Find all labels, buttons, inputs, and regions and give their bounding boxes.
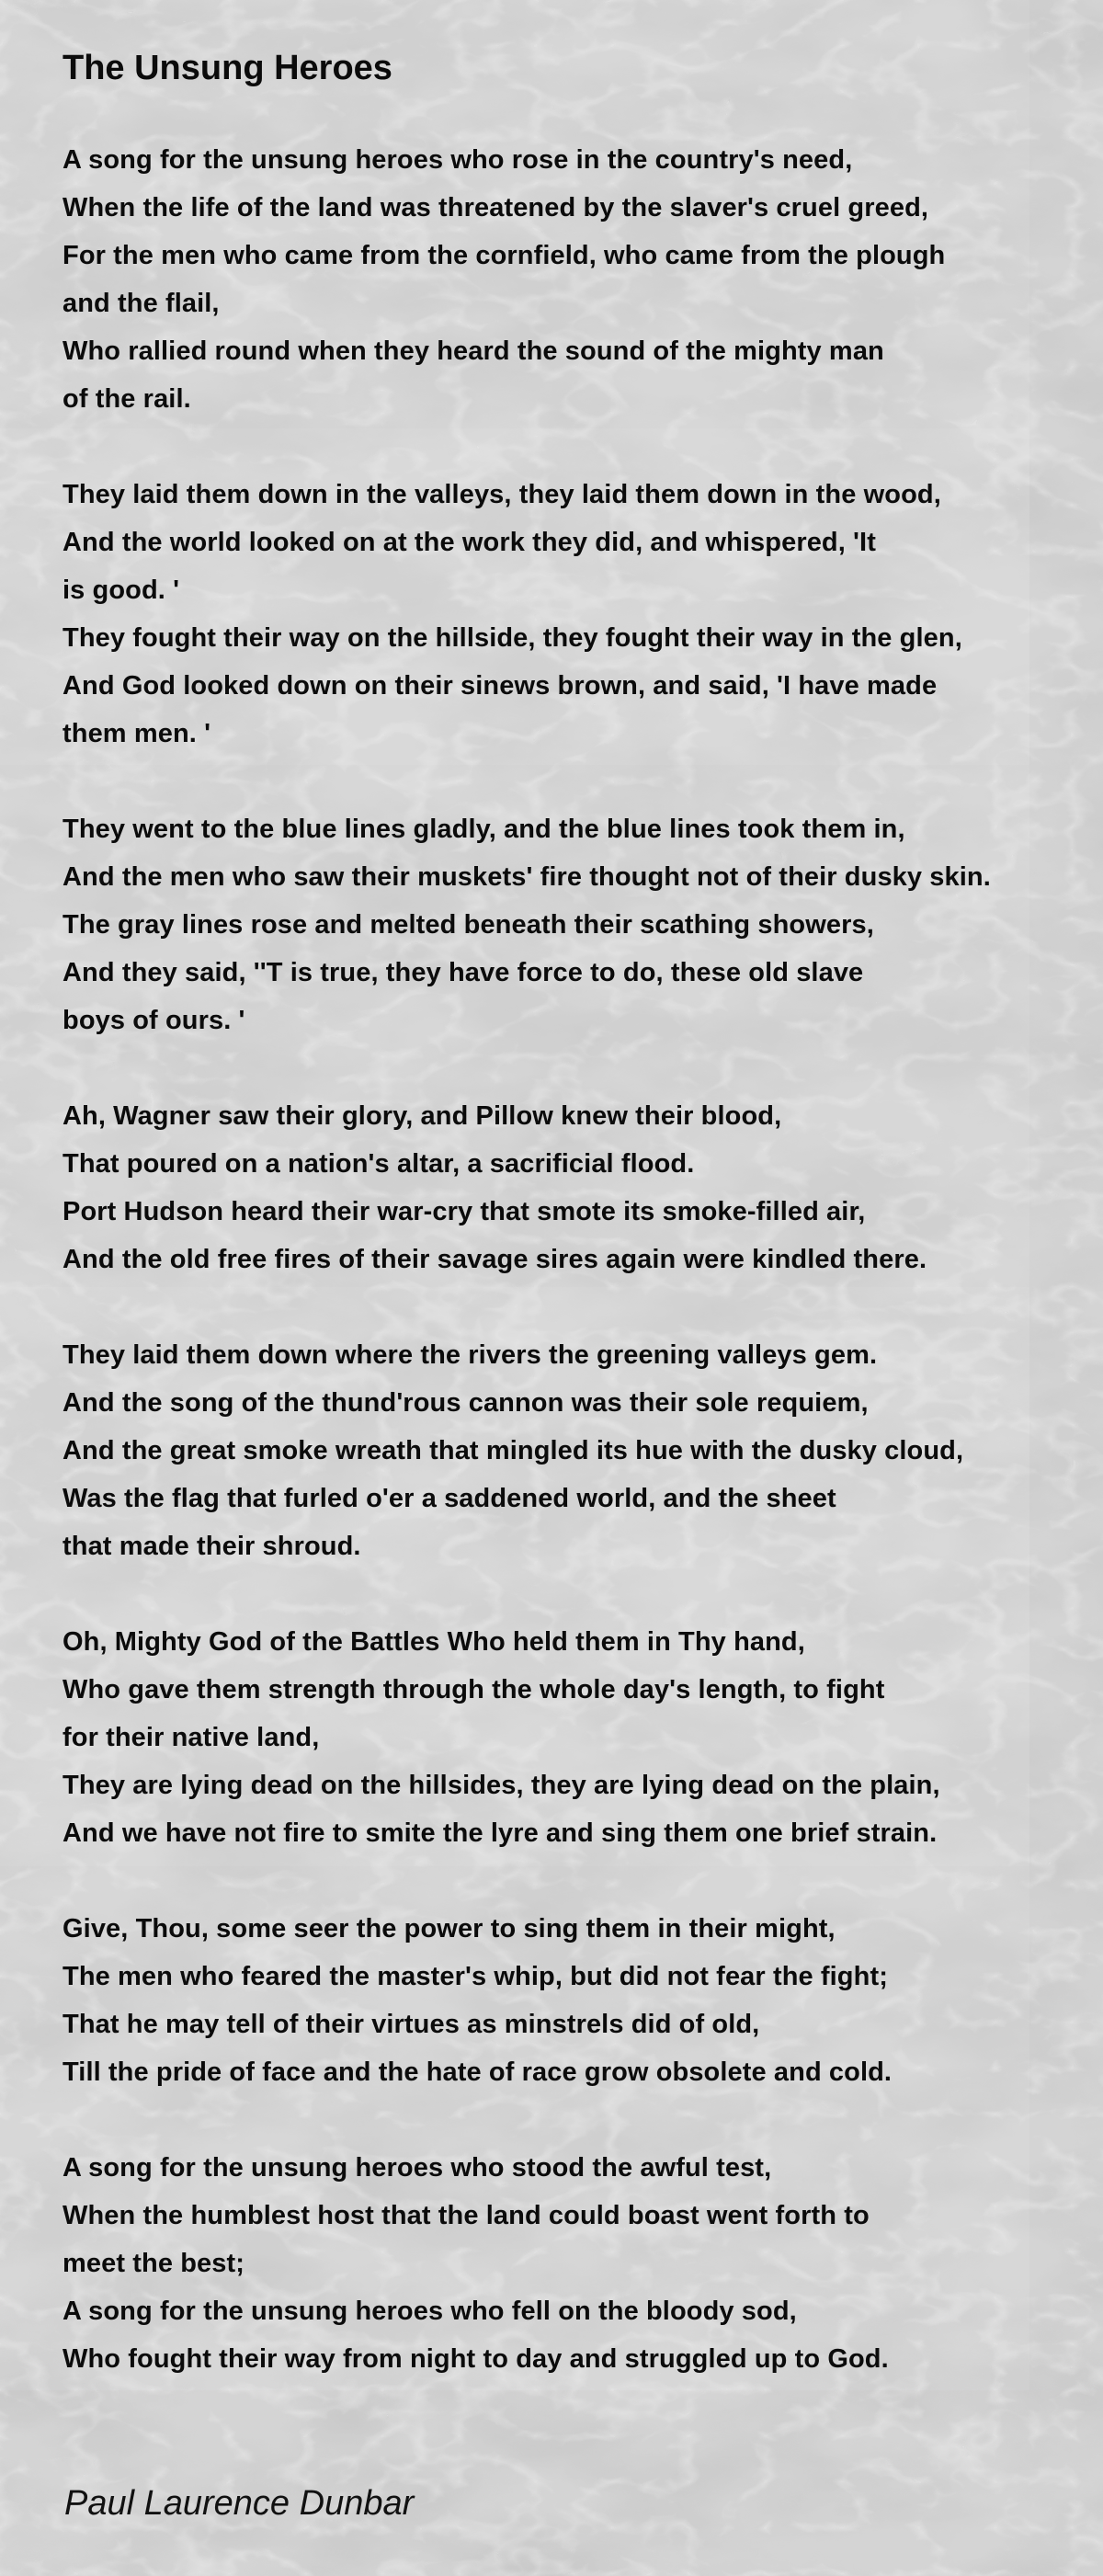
poem-line: A song for the unsung heroes who fell on the bloody sod, xyxy=(63,2297,797,2326)
poem-line: And the world looked on at the work they did, and whispered, 'It xyxy=(63,528,876,557)
poem-line: And the old free fires of their savage sires again were kindled there. xyxy=(63,1245,927,1274)
poem-title: The Unsung Heroes xyxy=(63,49,392,87)
poem-line: and the flail, xyxy=(63,289,220,318)
poem-line: Ah, Wagner saw their glory, and Pillow knew their blood, xyxy=(63,1101,782,1131)
stanza-2 xyxy=(63,471,962,758)
stanza-7 xyxy=(63,1905,892,2096)
poem-line: That poured on a nation's altar, a sacrificial flood. xyxy=(63,1149,695,1179)
poem-line: They are lying dead on the hillsides, they are lying dead on the plain, xyxy=(63,1771,940,1800)
poem-line: Give, Thou, some seer the power to sing them in their might, xyxy=(63,1914,836,1943)
poem-line: that made their shroud. xyxy=(63,1532,361,1561)
poem-line: And we have not fire to smite the lyre and sing them one brief strain. xyxy=(63,1818,938,1848)
poem-line: When the life of the land was threatened by the slaver's cruel greed, xyxy=(63,193,929,222)
poem-line: boys of ours. ' xyxy=(63,1006,245,1035)
poem-line: The men who feared the master's whip, but did not fear the fight; xyxy=(63,1962,888,1991)
poem-line: And God looked down on their sinews brown, and said, 'I have made xyxy=(63,671,938,701)
poem-line: Who gave them strength through the whole day's length, to fight xyxy=(63,1675,885,1704)
poem-line: For the men who came from the cornfield, who came from the plough xyxy=(63,241,946,270)
poem-line: Who rallied round when they heard the sound of the mighty man xyxy=(63,336,884,366)
poem-author: Paul Laurence Dunbar xyxy=(64,2484,415,2523)
poem-line: And the great smoke wreath that mingled its hue with the dusky cloud, xyxy=(63,1436,964,1465)
poem-line: When the humblest host that the land could boast went forth to xyxy=(63,2201,870,2230)
poem-line: They laid them down where the rivers the greening valleys gem. xyxy=(63,1340,878,1370)
poem-line: Till the pride of face and the hate of race grow obsolete and cold. xyxy=(63,2057,893,2087)
poem-line: for their native land, xyxy=(63,1723,320,1752)
poem-line: A song for the unsung heroes who stood the awful test, xyxy=(63,2153,772,2183)
stanza-6 xyxy=(63,1618,940,1857)
poem-line: That he may tell of their virtues as minstrels did of old, xyxy=(63,2010,760,2039)
stanza-8 xyxy=(63,2144,889,2383)
poem-line: meet the best; xyxy=(63,2249,244,2278)
stanza-4 xyxy=(63,1092,927,1283)
stanza-5 xyxy=(63,1331,963,1570)
poem-line: Was the flag that furled o'er a saddened world, and the sheet xyxy=(63,1484,836,1513)
poem-line: They fought their way on the hillside, they fought their way in the glen, xyxy=(63,623,962,653)
stanza-1 xyxy=(63,136,945,423)
poem-line: They went to the blue lines gladly, and the blue lines took them in, xyxy=(63,815,905,844)
poem-line: Oh, Mighty God of the Battles Who held them in Thy hand, xyxy=(63,1627,805,1657)
stanza-3 xyxy=(63,805,991,1044)
poem-line: them men. ' xyxy=(63,719,211,748)
poem-line: of the rail. xyxy=(63,384,191,414)
poem-line: The gray lines rose and melted beneath their scathing showers, xyxy=(63,910,874,940)
poem-line: They laid them down in the valleys, they laid them down in the wood, xyxy=(63,480,941,509)
poem-line: And they said, ''T is true, they have force to do, these old slave xyxy=(63,958,864,987)
poem-line: Port Hudson heard their war-cry that smote its smoke-filled air, xyxy=(63,1197,866,1226)
poem-line: A song for the unsung heroes who rose in the country's need, xyxy=(63,145,853,175)
poem-line: Who fought their way from night to day and struggled up to God. xyxy=(63,2344,889,2374)
poem-line: And the song of the thund'rous cannon was their sole requiem, xyxy=(63,1388,869,1418)
poem-line: And the men who saw their muskets' fire thought not of their dusky skin. xyxy=(63,862,991,892)
poem-line: is good. ' xyxy=(63,576,180,605)
